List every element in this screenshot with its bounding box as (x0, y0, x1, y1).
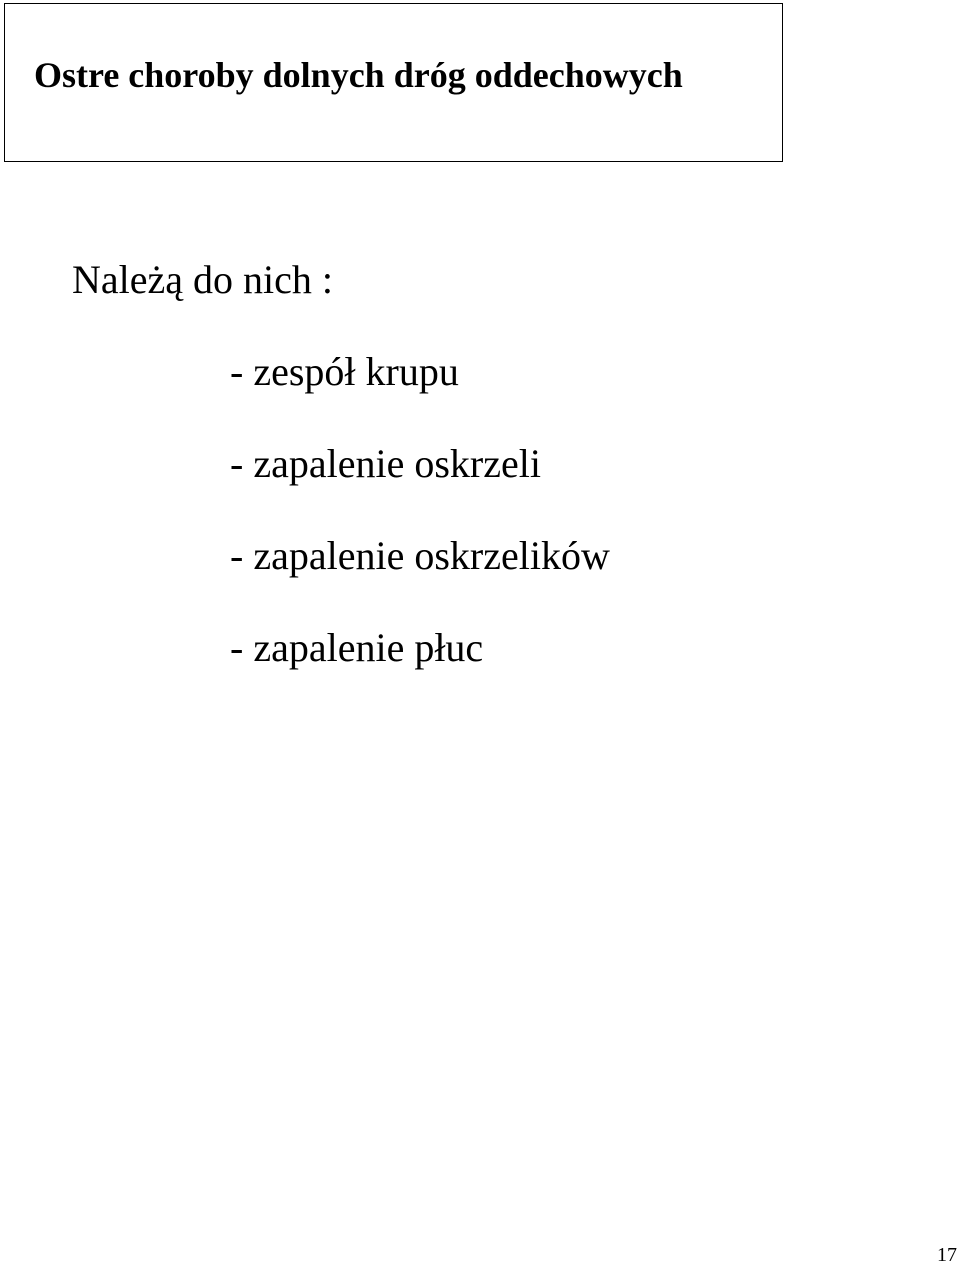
disease-list (230, 348, 610, 716)
list-item-bronchiolitis: - zapalenie oskrzelików (230, 533, 610, 578)
page-number: 17 (937, 1244, 957, 1266)
list-item-croup: - zespół krupu (230, 349, 459, 394)
page-title: Ostre choroby dolnych dróg oddechowych (34, 55, 683, 95)
list-item-pneumonia: - zapalenie płuc (230, 625, 484, 670)
intro-text: Należą do nich : (72, 257, 333, 302)
title-box (4, 3, 783, 162)
list-item-bronchitis: - zapalenie oskrzeli (230, 441, 541, 486)
